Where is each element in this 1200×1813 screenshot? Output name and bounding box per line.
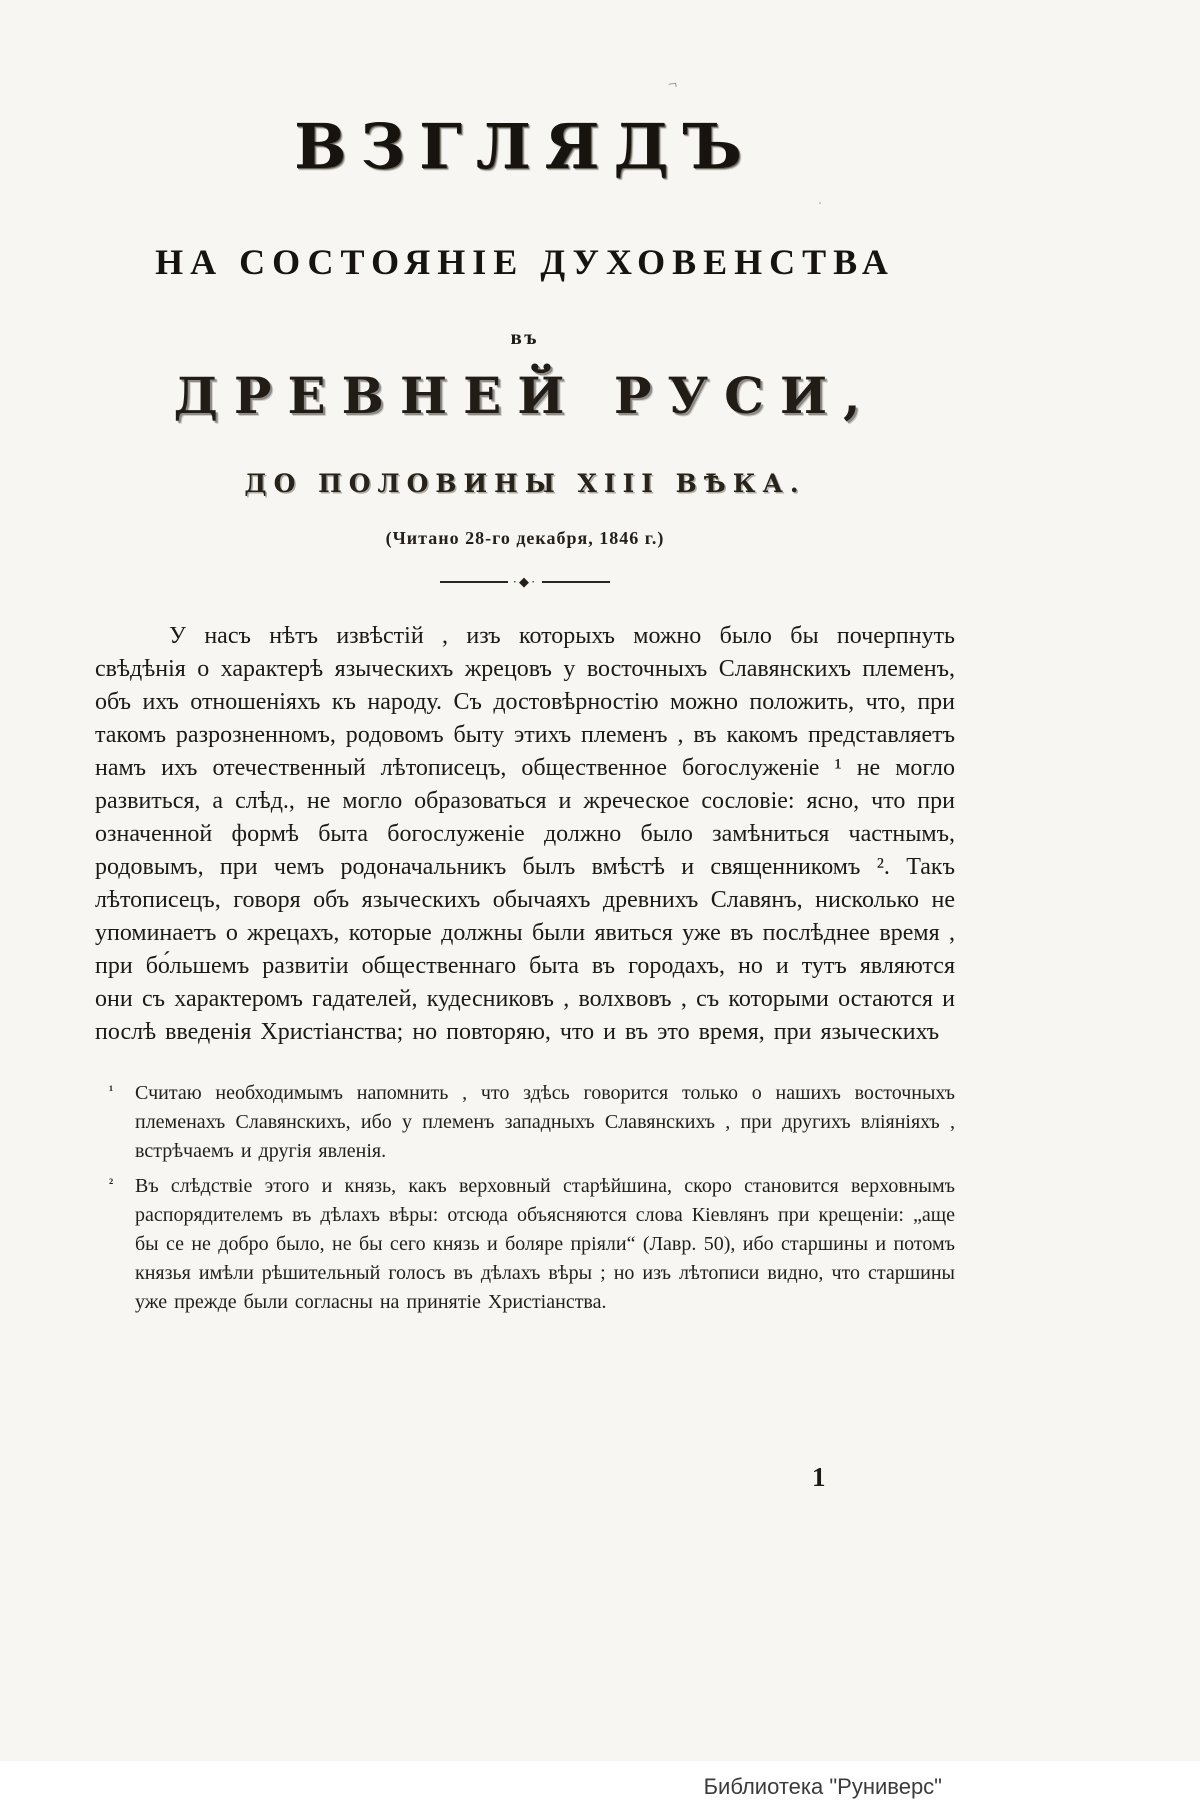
title-ornate-line: ДРЕВНЕЙ РУСИ,	[173, 366, 877, 425]
page-subtitle: НА СОСТОЯНІЕ ДУХОВЕНСТВА	[155, 242, 895, 282]
footnote-2	[95, 1172, 955, 1317]
divider-line	[440, 581, 508, 583]
footnote-text: Въ слѣдствіе этого и князь, какъ верховный старѣйшина, скоро становится верховнымъ распорядителемъ въ дѣлахъ вѣры: отсюда объясняются слова Кіевлянъ при крещеніи: „аще бы се не добро было, не бы сего князь и боляре пріяли“ (Лавр. 50), ибо старшины и потомъ князья имѣли рѣшительный голосъ въ дѣлахъ вѣры ; но изъ лѣтописи видно, что старшины уже прежде были согласны на принятіе Христіанства.	[135, 1175, 955, 1313]
footnotes	[95, 1079, 955, 1317]
divider-ornament-icon: ·◆·	[512, 574, 538, 589]
footnote-1	[95, 1079, 955, 1166]
title-preposition: въ	[510, 325, 540, 349]
page-title: ВЗГЛЯДЪ	[294, 110, 756, 183]
footnote-text: Считаю необходимымъ напомнить , что здѣсь говорится только о нашихъ восточныхъ племенахъ Славянскихъ, ибо у племенъ западныхъ Славянскихъ , при другихъ вліяніяхъ , встрѣчаемъ и другія явленія.	[135, 1082, 955, 1162]
read-note: (Читано 28-го декабря, 1846 г.)	[385, 528, 665, 548]
footnote-marker: ¹	[109, 1084, 114, 1099]
watermark-strip	[0, 1761, 1200, 1813]
ink-smudge: ·	[817, 195, 823, 211]
section-divider	[440, 575, 610, 588]
page-number: 1	[812, 1462, 826, 1492]
ink-smudge: ¬	[666, 75, 679, 94]
footnote-marker: ²	[109, 1177, 114, 1192]
divider-line	[542, 581, 610, 583]
library-watermark: Библиотека "Руниверс"	[703, 1774, 942, 1799]
title-period-line: ДО ПОЛОВИНЫ XIII ВѢКА.	[244, 469, 806, 498]
body-paragraph: У насъ нѣтъ извѣстій , изъ которыхъ можно было бы почерпнуть свѣдѣнія о характерѣ языческихъ жрецовъ у восточныхъ Славянскихъ племенъ, объ ихъ отношеніяхъ къ народу. Съ достовѣрностію можно положить, что, при такомъ разрозненномъ, родовомъ быту этихъ племенъ , въ какомъ представляетъ намъ ихъ отечественный лѣтописецъ, общественное богослуженіе ¹ не могло развиться, а слѣд., не могло образоваться и жреческое сословіе: ясно, что при означенной формѣ быта богослуженіе должно было замѣниться частнымъ, родовымъ, при чемъ родоначальникъ былъ вмѣстѣ и священникомъ ². Такъ лѣтописецъ, говоря объ языческихъ обычаяхъ древнихъ Славянъ, нисколько не упоминаетъ о жрецахъ, которые должны были явиться уже въ послѣднее время , при бо́льшемъ развитіи общественнаго быта въ городахъ, но и тутъ являются они съ характеромъ гадателей, кудесниковъ , волхвовъ , съ которыми остаются и послѣ введенія Христіанства; но повторяю, что и въ это время, при языческихъ	[95, 623, 955, 1045]
text-block	[95, 100, 955, 1317]
